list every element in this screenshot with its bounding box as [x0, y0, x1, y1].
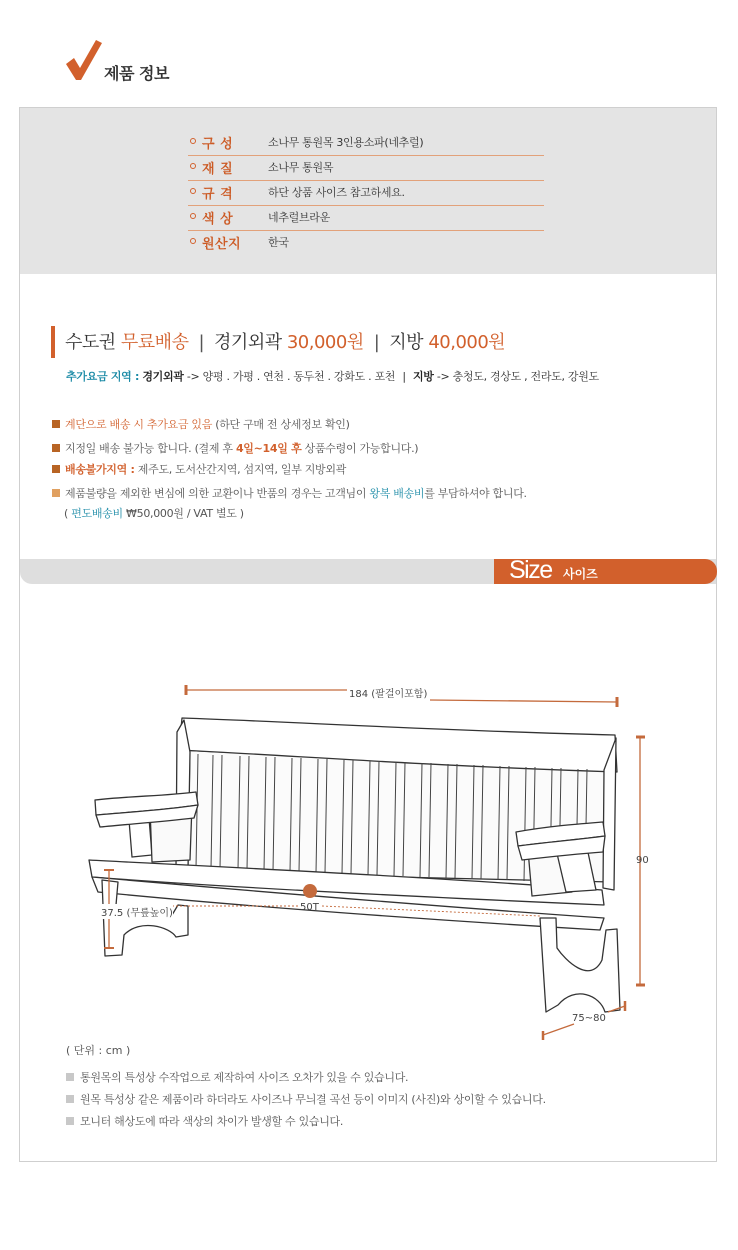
footer-note	[66, 1091, 546, 1107]
extra-regional: 지방	[412, 370, 434, 383]
note-highlight: 배송불가지역 :	[65, 463, 135, 476]
spec-label: 구 성	[202, 137, 234, 152]
bullet-square-icon	[66, 1095, 74, 1103]
extra-divider: |	[402, 370, 406, 383]
note-text: 지정일 배송 불가능 합니다. (결제 후	[65, 442, 236, 455]
dim-height-label: 90	[636, 855, 649, 866]
gyeonggi-label: 경기외곽	[214, 332, 282, 353]
note-highlight: 계단으로 배송 시 추가요금 있음	[65, 418, 213, 431]
unit-note: ( 단위 : cm )	[66, 1044, 131, 1057]
spec-value: 하단 상품 사이즈 참고하세요.	[268, 186, 405, 199]
footer-note-text: 모니터 해상도에 따라 색상의 차이가 발생할 수 있습니다.	[80, 1115, 344, 1128]
note-text: 상품수령이 가능합니다.)	[301, 442, 419, 455]
dim-seat-height-label: 37.5 (무릎높이)	[101, 904, 173, 919]
extra-gyeonggi-list: -> 양평 . 가평 . 연천 . 동두천 . 강화도 . 포천	[186, 370, 396, 383]
spec-label: 색 상	[202, 212, 234, 227]
metro-value: 무료배송	[120, 332, 189, 353]
spec-label: 원산지	[202, 237, 242, 252]
metro-label: 수도권	[65, 332, 116, 353]
note-text: 를 부담하셔야 합니다.	[424, 487, 527, 500]
footer-note-text: 원목 특성상 같은 제품이라 하더라도 사이즈나 무늬결 곡선 등이 이미지 (사진)와 상이할 수 있습니다.	[80, 1093, 546, 1106]
bullet-square-icon	[66, 1117, 74, 1125]
note-text: (하단 구매 전 상세정보 확인)	[212, 418, 350, 431]
footer-note	[66, 1113, 343, 1129]
extra-fee-label: 추가요금 지역 :	[66, 370, 140, 383]
spec-value: 소나무 통원목	[268, 161, 334, 174]
footer-note-text: 통원목의 특성상 수작업으로 제작하여 사이즈 오차가 있을 수 있습니다.	[80, 1071, 409, 1084]
note-highlight: 왕복 배송비	[369, 487, 425, 500]
note-text: (	[64, 507, 72, 520]
size-title-ko: 사이즈	[563, 567, 598, 581]
size-title-en: Size	[509, 556, 552, 584]
dim-depth-label: 75~80	[572, 1013, 606, 1024]
spec-label: 재 질	[202, 162, 234, 177]
thickness-marker-icon	[303, 884, 317, 898]
dim-thickness-label: 50T	[300, 902, 319, 913]
extra-regional-list: -> 충청도, 경상도 , 전라도, 강원도	[436, 370, 599, 383]
extra-gyeonggi: 경기외곽	[142, 370, 184, 383]
dim-width-label: 184 (팔걸이포함)	[349, 689, 428, 700]
delivery-headline: 수도권 무료배송 | 경기외곽 30,000원 | 지방 40,000원	[65, 332, 506, 353]
gyeonggi-value: 30,000원	[286, 332, 364, 353]
page-title: 제품 정보	[104, 64, 169, 83]
regional-value: 40,000원	[428, 332, 506, 353]
bullet-square-icon	[66, 1073, 74, 1081]
note-text: 제주도, 도서산간지역, 섬지역, 일부 지방외곽	[134, 463, 347, 476]
spec-label: 규 격	[202, 187, 234, 202]
note-highlight: 편도배송비	[71, 507, 123, 520]
regional-label: 지방	[389, 332, 424, 353]
footer-note	[66, 1069, 408, 1085]
spec-value: 네추럴브라운	[268, 211, 330, 224]
note-highlight: 4일~14일 후	[235, 442, 302, 455]
spec-value: 소나무 통원목 3인용소파(네추럴)	[268, 136, 424, 149]
note-text: 제품불량을 제외한 변심에 의한 교환이나 반품의 경우는 고객님이	[65, 487, 370, 500]
note-text: ₩50,000원 / VAT 별도 )	[122, 507, 244, 520]
spec-value: 한국	[268, 236, 289, 249]
